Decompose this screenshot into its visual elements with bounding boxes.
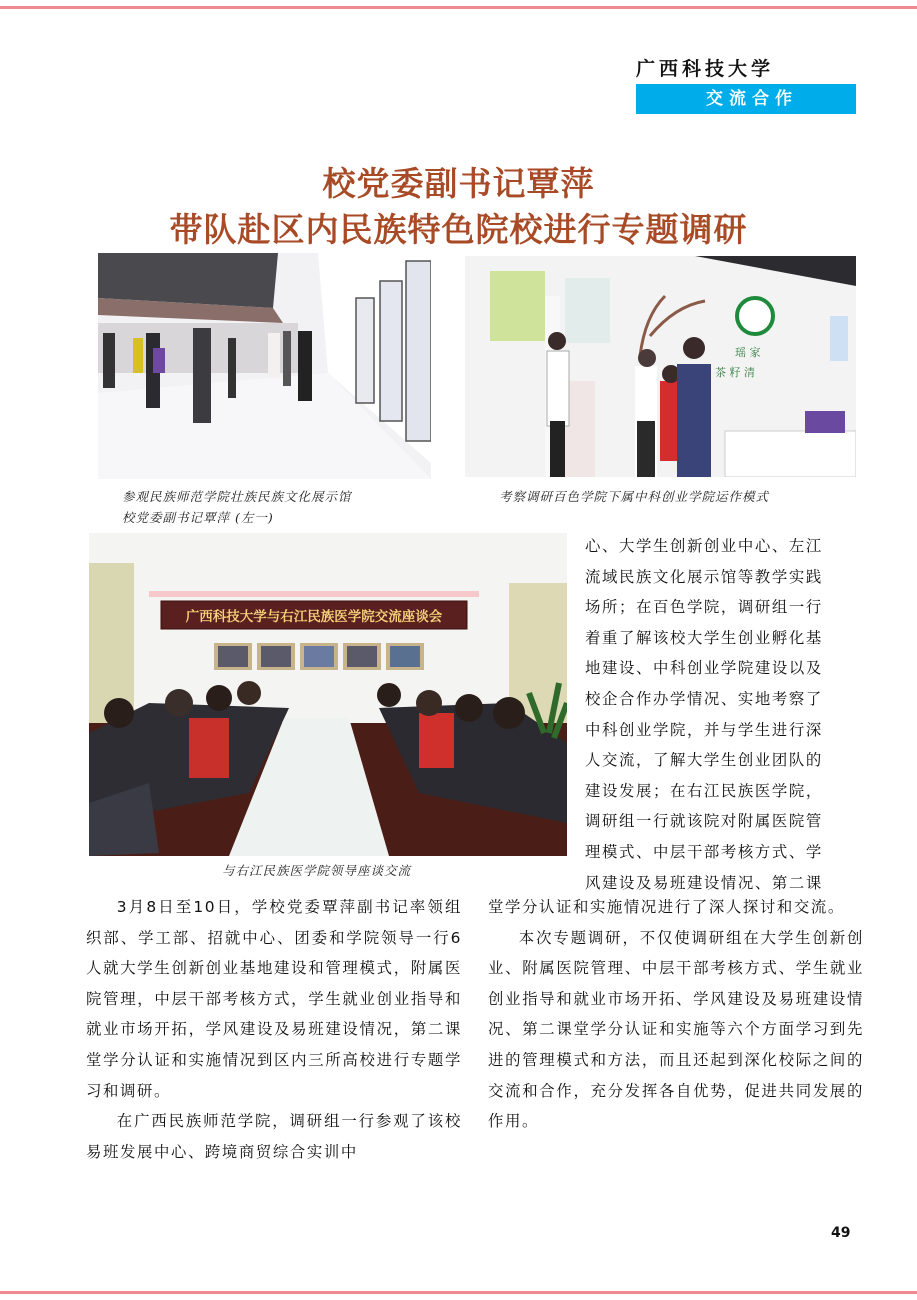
- svg-text:茶 籽 清: 茶 籽 清: [715, 366, 755, 379]
- page-number: 49: [831, 1225, 851, 1241]
- text-line: 中科创业学院，并与学生进行深: [585, 720, 823, 739]
- headline-line-1: 校党委副书记覃萍: [322, 164, 595, 203]
- school-name: 广西科技大学: [636, 58, 775, 80]
- text-line: 建设发展；在右江民族医学院，: [585, 781, 823, 800]
- caption-line: 与右江民族医学院领导座谈交流: [222, 863, 412, 878]
- text-line: 调研组一行就该院对附属医院管: [585, 812, 823, 831]
- svg-text:瑶 家: 瑶 家: [735, 346, 761, 359]
- caption-line: 参观民族师范学院壮族民族文化展示馆: [122, 489, 352, 504]
- text-line: 着重了解该校大学生创业孵化基: [585, 628, 823, 647]
- caption-line: 校党委副书记覃萍 (左一): [122, 510, 274, 525]
- text-line: 校企合作办学情况、实地考察了: [585, 689, 823, 708]
- banner-text: 广西科技大学与右江民族医学院交流座谈会: [185, 609, 443, 625]
- text-line: 理模式、中层干部考核方式、学: [585, 842, 823, 861]
- photo-baise-college: [465, 256, 856, 477]
- article-right-upper: [585, 531, 865, 898]
- article-left-column: [86, 892, 462, 1167]
- masthead: [636, 56, 856, 114]
- section-label: 交流合作: [636, 84, 856, 114]
- caption-line: 考察调研百色学院下属中科创业学院运作模式: [499, 489, 770, 504]
- text-line: 风建设及易班建设情况、第二课: [585, 873, 823, 892]
- text-line: 流域民族文化展示馆等教学实践: [585, 567, 823, 586]
- caption-exhibition-hall: [122, 486, 352, 528]
- headline-line-2: 带队赴区内民族特色院校进行专题调研: [169, 210, 748, 249]
- top-rule: [0, 6, 917, 9]
- bottom-rule: [0, 1291, 917, 1294]
- paragraph: 本次专题调研，不仅使调研组在大学生创新创业、附属医院管理、中层干部考核方式、学生就业创业指导和就业市场开拓、学风建设及易班建设情况、第二课堂学分认证和实施等六个方面学习到先进的管理模式和方法，而且还起到深化校际之间的交流和合作，充分发挥各自优势，促进共同发展的作用。: [488, 928, 864, 1131]
- photo-meeting: [89, 533, 567, 856]
- text-line: 人交流，了解大学生创业团队的: [585, 751, 823, 770]
- caption-baise-college: [499, 486, 769, 507]
- text-line: 地建设、中科创业学院建设以及: [585, 659, 823, 678]
- paragraph: 堂学分认证和实施情况进行了深人探讨和交流。: [488, 898, 845, 916]
- text-line: 心、大学生创新创业中心、左江: [585, 537, 823, 555]
- photo-exhibition-hall: [98, 253, 431, 479]
- caption-meeting: [222, 860, 411, 881]
- paragraph: 在广西民族师范学院，调研组一行参观了该校易班发展中心、跨境商贸综合实训中: [86, 1112, 462, 1161]
- paragraph: 3月8日至10日，学校党委覃萍副书记率领组织部、学工部、招就中心、团委和学院领导一行6人就大学生创新创业基地建设和管理模式，附属医院管理，中层干部考核方式，学生就业创业指导和就业市场开拓，学风建设及易班建设情况，第二课堂学分认证和实施情况到区内三所高校进行专题学习和调研。: [86, 898, 462, 1100]
- text-line: 场所；在百色学院，调研组一行: [585, 598, 823, 617]
- article-right-column: [488, 892, 864, 1137]
